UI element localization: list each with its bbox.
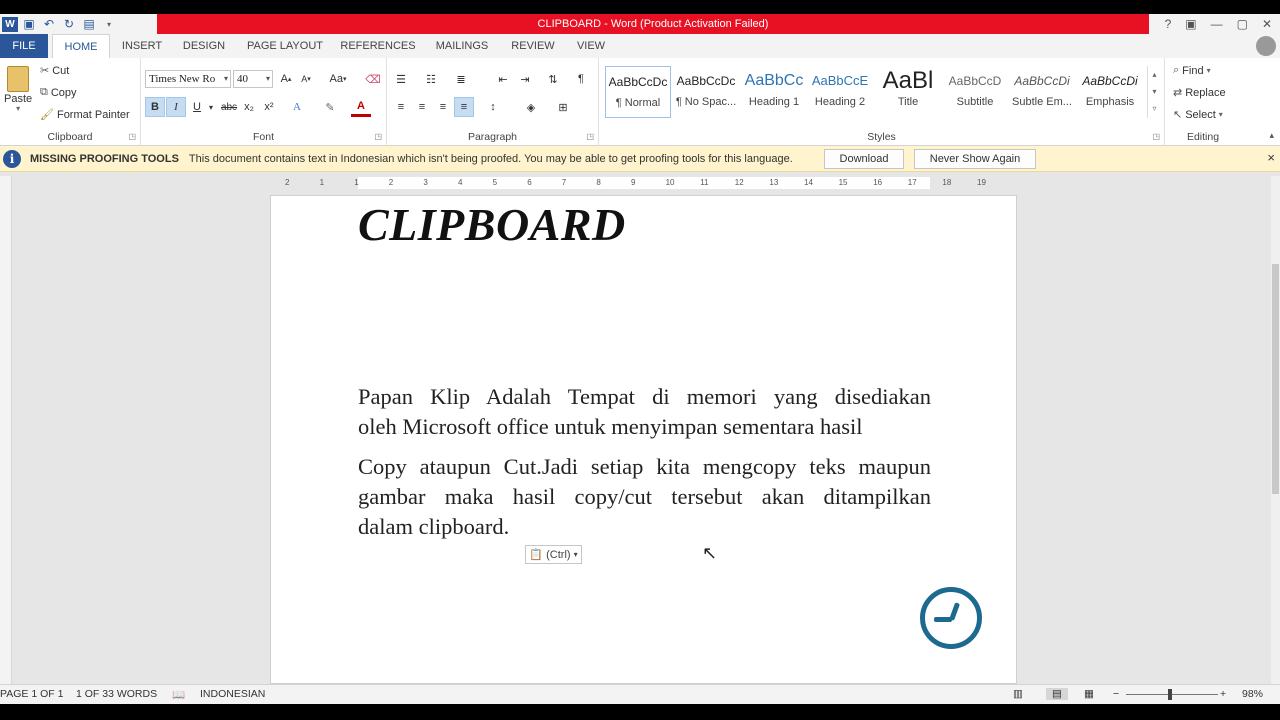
clipboard-launcher-icon[interactable]: ◳ — [128, 132, 136, 141]
multilevel-list-icon[interactable]: ≣ — [456, 73, 466, 86]
style-no-spacing[interactable]: AaBbCcDc ¶ No Spac... — [675, 74, 737, 108]
ruler-tick-label: 7 — [561, 178, 567, 187]
font-launcher-icon[interactable]: ◳ — [374, 132, 382, 141]
paragraph-1-line-2: oleh Microsoft office untuk menyimpan sementara hasil — [358, 414, 863, 439]
word-logo-icon[interactable]: W — [2, 17, 18, 32]
font-color-icon[interactable]: A — [351, 97, 371, 117]
bold-button[interactable]: B — [145, 97, 165, 117]
horizontal-ruler[interactable] — [270, 176, 1018, 190]
customize-icon[interactable]: ▾ — [106, 19, 111, 29]
font-size-select[interactable]: 40 ▾ — [233, 70, 273, 88]
style-heading-1[interactable]: AaBbCc Heading 1 — [744, 72, 804, 108]
bullets-icon[interactable]: ☰ — [396, 73, 406, 86]
page-count[interactable]: PAGE 1 OF 1 — [0, 688, 64, 700]
decrease-indent-icon[interactable]: ⇤ — [498, 73, 508, 86]
ruler-tick-label: 1 — [319, 178, 325, 187]
ruler-tick-label: 15 — [838, 178, 848, 187]
status-bar — [0, 684, 1280, 704]
paragraph-1[interactable] — [358, 382, 931, 442]
tab-file[interactable]: FILE — [0, 34, 48, 58]
shading-icon[interactable]: ◈ — [526, 101, 536, 114]
ruler-tick-label: 2 — [285, 178, 290, 187]
shrink-font-button[interactable]: A ▾ — [301, 74, 311, 84]
tab-references[interactable]: REFERENCES — [340, 40, 416, 52]
style-subtle-emphasis[interactable]: AaBbCcDi Subtle Em... — [1012, 74, 1072, 108]
ruler-tick-label: 13 — [769, 178, 779, 187]
clipboard-icon: 📋 — [529, 549, 544, 561]
save-as-icon[interactable]: ▤ — [83, 17, 95, 31]
clock-logo-icon — [920, 587, 982, 649]
ribbon-display-icon[interactable]: ▣ — [1185, 17, 1197, 31]
strikethrough-button[interactable]: abc — [220, 101, 238, 113]
italic-button[interactable]: I — [166, 97, 186, 117]
print-layout-icon[interactable]: ▤ — [1046, 688, 1068, 700]
help-icon[interactable]: ? — [1164, 17, 1172, 31]
language[interactable]: INDONESIAN — [200, 688, 266, 700]
paragraph-2-line-3: dalam clipboard. — [358, 514, 510, 539]
chevron-down-icon: ▾ — [573, 550, 578, 559]
ruler-tick-label: 10 — [665, 178, 675, 187]
font-group-label: Font — [252, 131, 274, 143]
clipboard-group-label: Clipboard — [47, 131, 93, 143]
collapse-ribbon-icon[interactable]: ▴ — [1269, 130, 1274, 140]
read-mode-icon[interactable]: ▥ — [1013, 688, 1023, 700]
mouse-cursor-icon: ↖ — [702, 543, 718, 563]
paragraph-2[interactable] — [358, 452, 931, 542]
ruler-tick-label: 9 — [631, 178, 636, 187]
undo-icon[interactable]: ↶ — [43, 17, 55, 31]
grow-font-button[interactable]: A ▴ — [280, 73, 292, 85]
chevron-down-icon: ▾ — [1206, 66, 1211, 75]
styles-launcher-icon[interactable]: ◳ — [1152, 132, 1160, 141]
save-icon[interactable]: ▣ — [23, 17, 35, 31]
paste-options-button[interactable]: 📋 (Ctrl) ▾ — [525, 545, 582, 564]
increase-indent-icon[interactable]: ⇥ — [520, 73, 530, 86]
web-layout-icon[interactable]: ▦ — [1084, 688, 1094, 700]
paragraph-1-line-1: Papan Klip Adalah Tempat di memori yang disediakan — [358, 384, 931, 409]
proofing-icon[interactable]: 📖 — [172, 689, 186, 701]
ruler-tick-label: 5 — [492, 178, 498, 187]
ruler-tick-label: 1 — [354, 178, 359, 187]
paste-dropdown-icon: ▾ — [16, 104, 21, 113]
styles-group — [599, 58, 1165, 146]
find-button[interactable]: ⌕ Find ▾ — [1173, 64, 1211, 77]
tab-page-layout[interactable]: PAGE LAYOUT — [246, 40, 323, 52]
top-black-bar — [0, 0, 1280, 14]
proofing-info-bar — [0, 146, 1280, 172]
info-icon: i — [3, 150, 21, 168]
font-group — [141, 58, 387, 146]
font-name-select[interactable]: Times New Ro ▾ — [145, 70, 231, 88]
copy-button[interactable]: ⧉ Copy — [40, 86, 77, 99]
ruler-tick-label: 16 — [873, 178, 883, 187]
vertical-scrollbar[interactable] — [1271, 176, 1280, 684]
paragraph-launcher-icon[interactable]: ◳ — [586, 132, 594, 141]
minimize-icon[interactable]: — — [1210, 17, 1223, 31]
close-icon[interactable]: × — [1267, 150, 1275, 165]
editing-group-label: Editing — [1186, 131, 1220, 143]
ruler-tick-label: 14 — [804, 178, 813, 187]
show-formatting-icon[interactable]: ¶ — [578, 73, 584, 85]
paste-icon — [7, 66, 29, 92]
chevron-down-icon: ▾ — [1218, 110, 1223, 119]
never-show-again-button[interactable]: Never Show Again — [914, 149, 1036, 169]
align-right-icon[interactable]: ≡ — [439, 101, 447, 113]
vertical-ruler[interactable] — [0, 176, 12, 684]
scrollbar-thumb[interactable] — [1272, 264, 1279, 494]
info-message: This document contains text in Indonesian which isn't being proofed. You may be able to get proofing tools for this language. — [188, 152, 793, 165]
chevron-down-icon: ▾ — [265, 74, 270, 83]
change-case-button[interactable]: Aa ▾ — [329, 73, 347, 85]
bottom-black-bar — [0, 704, 1280, 720]
paste-button[interactable]: Paste ▾ — [4, 66, 32, 112]
replace-button[interactable]: ⇄ Replace — [1173, 86, 1226, 99]
underline-dropdown-icon[interactable]: ▾ — [208, 102, 213, 112]
window-title: CLIPBOARD - Word (Product Activation Failed) — [157, 14, 1149, 34]
underline-button[interactable]: U — [193, 101, 201, 113]
tab-view[interactable]: VIEW — [576, 40, 606, 52]
close-icon[interactable]: ✕ — [1261, 17, 1272, 31]
tab-design[interactable]: DESIGN — [182, 40, 226, 52]
style-title[interactable]: AaBl Title — [882, 67, 934, 108]
clock-hand — [934, 617, 952, 622]
clear-formatting-icon[interactable]: ⌫ — [365, 73, 381, 86]
ruler-tick-label: 6 — [527, 178, 532, 187]
styles-group-label: Styles — [867, 131, 896, 143]
cut-button[interactable]: ✂ Cut — [40, 64, 70, 77]
maximize-icon[interactable]: ▢ — [1236, 17, 1248, 31]
quick-access-toolbar — [0, 14, 118, 34]
styles-scroll[interactable]: ▴ ▾ ▿ — [1147, 66, 1161, 118]
align-center-icon[interactable]: ≡ — [418, 101, 426, 113]
ruler-tick-label: 12 — [734, 178, 744, 187]
superscript-button[interactable]: x² — [264, 101, 274, 113]
document-page[interactable] — [270, 195, 1017, 684]
word-count[interactable]: 1 OF 33 WORDS — [76, 688, 158, 700]
ruler-tick-label: 11 — [700, 178, 709, 187]
paragraph-group-label: Paragraph — [467, 131, 518, 143]
tab-home[interactable]: HOME — [52, 34, 110, 58]
text-effects-icon[interactable]: A — [293, 101, 301, 113]
copy-icon: ⧉ — [40, 86, 48, 98]
avatar[interactable] — [1256, 36, 1276, 56]
ribbon — [0, 58, 1280, 146]
tab-review[interactable]: REVIEW — [511, 40, 555, 52]
align-left-icon[interactable]: ≡ — [397, 101, 405, 113]
paragraph-2-line-1: Copy ataupun Cut.Jadi setiap kita mengcopy teks maupun — [358, 454, 931, 479]
redo-icon[interactable]: ↻ — [63, 17, 75, 31]
borders-icon[interactable]: ⊞ — [558, 101, 568, 114]
download-button[interactable]: Download — [824, 149, 904, 169]
tab-insert[interactable]: INSERT — [121, 40, 163, 52]
document-title[interactable]: CLIPBOARD — [358, 199, 626, 250]
ribbon-tabs — [0, 34, 1280, 58]
ruler-tick-label: 2 — [388, 178, 394, 187]
info-heading: MISSING PROOFING TOOLS — [30, 152, 179, 165]
sort-icon[interactable]: ⇅ — [548, 73, 558, 86]
ruler-tick-label: 17 — [907, 178, 917, 187]
style-emphasis[interactable]: AaBbCcDi Emphasis — [1082, 74, 1138, 108]
ruler-tick-label: 19 — [977, 178, 986, 187]
style-subtitle[interactable]: AaBbCcD Subtitle — [948, 74, 1002, 108]
style-normal[interactable]: AaBbCcDc ¶ Normal — [605, 66, 671, 118]
ruler-labels — [270, 176, 1018, 190]
paragraph-2-line-2: gambar maka hasil copy/cut tersebut akan ditampilkan — [358, 484, 931, 509]
select-button[interactable]: ↖ Select ▾ — [1173, 108, 1223, 121]
ruler-tick-label: 18 — [942, 178, 952, 187]
subscript-button[interactable]: x₂ — [244, 101, 254, 113]
zoom-out-button[interactable]: − — [1113, 688, 1120, 700]
ruler-tick-label: 3 — [423, 178, 428, 187]
window-controls — [1165, 14, 1272, 34]
cursor-icon: ↖ — [1173, 109, 1183, 121]
scissors-icon: ✂ — [40, 65, 50, 77]
zoom-slider-thumb[interactable] — [1168, 689, 1172, 700]
chevron-down-icon: ▾ — [223, 74, 228, 83]
justify-icon[interactable]: ≡ — [454, 97, 474, 117]
style-heading-2[interactable]: AaBbCcE Heading 2 — [811, 73, 869, 108]
replace-icon: ⇄ — [1173, 87, 1183, 99]
brush-icon: 🖌 — [40, 109, 54, 121]
numbering-icon[interactable]: ☷ — [426, 73, 436, 86]
paragraph-group — [387, 58, 599, 146]
clipboard-group — [0, 58, 141, 146]
tab-mailings[interactable]: MAILINGS — [435, 40, 489, 52]
ruler-tick-label: 4 — [458, 178, 463, 187]
ruler-tick-label: 8 — [596, 178, 601, 187]
format-painter-button[interactable]: 🖌 Format Painter — [40, 108, 130, 121]
line-spacing-icon[interactable]: ↕ — [490, 101, 496, 113]
highlight-icon[interactable]: ✎ — [325, 101, 335, 114]
find-icon: ⌕ — [1173, 64, 1180, 76]
editing-group — [1165, 58, 1241, 146]
zoom-level[interactable]: 98% — [1242, 688, 1264, 700]
zoom-in-button[interactable]: + — [1220, 688, 1227, 700]
